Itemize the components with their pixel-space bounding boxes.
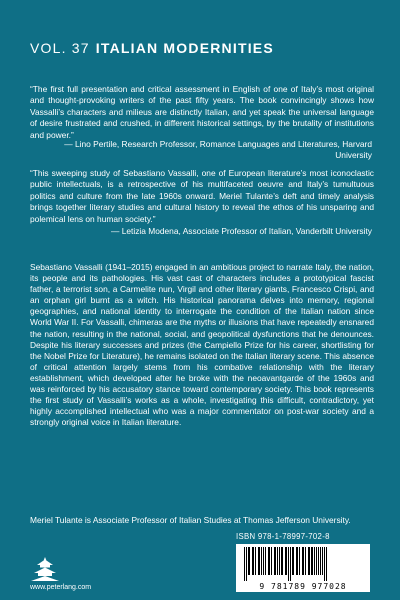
barcode-bar bbox=[279, 547, 280, 575]
barcode-bar bbox=[261, 547, 262, 575]
barcode-bar bbox=[322, 547, 323, 575]
barcode-bar bbox=[296, 547, 298, 575]
barcode-bar bbox=[246, 547, 247, 581]
barcode-bar bbox=[305, 547, 306, 575]
barcode-bar bbox=[252, 547, 254, 575]
barcode-bar bbox=[308, 547, 310, 575]
barcode-digits: 9 781789 977028 bbox=[259, 582, 347, 591]
barcode-bar bbox=[265, 547, 266, 575]
series-volume: VOL. 37 bbox=[30, 40, 90, 56]
endorsement-quote-2: “This sweeping study of Sebastiano Vassalli, one of European literature’s most iconoclastic public intellectuals, is a retrospective of his multifaceted oeuvre and Italy’s tumultuous politics and culture from the late 1960s onward. Meriel Tulante’s deft and timely analysis brings together literary studies and cultural history to reveal the ethos of his unsparing and polemical lens on human society.” bbox=[30, 168, 374, 224]
barcode-bar bbox=[299, 547, 300, 575]
barcode-bar bbox=[268, 547, 270, 575]
barcode-bar bbox=[316, 547, 317, 575]
book-description: Sebastiano Vassalli (1941–2015) engaged in an ambitious project to narrate Italy, the nation, its people and its pathologies. His vast cast of characters includes a prototypical fascist father, a terrorist son, a Carmelite nun, Virgil and other literary giants, Francesco Crispi, and an orphan girl burnt as a witch. His historical panorama delves into memory, regional geographies, and national identity to interrogate the condition of the Italian nation since World War II. For Vassalli, chimeras are the myths or illusions that have repeatedly ensnared the nation, resulting in the national, social, and geopolitical dysfunctions that he denounces. Despite his literary successes and prizes (the Campiello Prize for his career, shortlisting for the Nobel Prize for Literature), he remains isolated on the Italian literary scene. This absence of critical attention largely stems from his combative relationship with the literary establishment, which developed after he broke with the neoavantgarde of the 1960s and was reinforced by his accusatory stance toward contemporary society. This book represents the first study of Vassalli’s works as a whole, investigating this difficult, contradictory, yet highly accomplished intellectual who was a major commentator on post-war society and a strongly original voice in Italian literature. bbox=[30, 262, 374, 428]
isbn-barcode bbox=[236, 544, 370, 592]
barcode-bar bbox=[320, 547, 321, 575]
publisher-logo-icon bbox=[30, 556, 60, 582]
barcode-bar bbox=[326, 547, 327, 581]
barcode-bar bbox=[277, 547, 278, 575]
barcode-bar bbox=[255, 547, 256, 575]
endorsement-attribution-2: — Letizia Modena, Associate Professor of Italian, Vanderbilt University bbox=[111, 226, 372, 236]
barcode-bar bbox=[324, 547, 325, 581]
barcode-bar bbox=[244, 547, 245, 581]
barcode-bar bbox=[248, 547, 250, 575]
barcode-bar bbox=[285, 547, 287, 575]
barcode-bar bbox=[290, 547, 291, 581]
barcode-bar bbox=[281, 547, 283, 575]
barcode-bar bbox=[292, 547, 294, 575]
barcode-bar bbox=[263, 547, 264, 575]
barcode-bar bbox=[271, 547, 272, 575]
barcode-bar bbox=[318, 547, 319, 575]
barcode-bar bbox=[288, 547, 289, 581]
barcode-bar bbox=[311, 547, 313, 575]
endorsement-attribution-1: — Lino Pertile, Research Professor, Romance Languages and Literatures, Harvard University bbox=[64, 139, 372, 161]
barcode-bar bbox=[258, 547, 260, 575]
series-name: ITALIAN MODERNITIES bbox=[95, 40, 274, 56]
author-bio: Meriel Tulante is Associate Professor of Italian Studies at Thomas Jefferson University. bbox=[30, 515, 351, 525]
barcode-bar bbox=[274, 547, 276, 575]
barcode-bar bbox=[302, 547, 304, 575]
series-heading bbox=[30, 40, 274, 56]
barcode-bar bbox=[314, 547, 315, 575]
publisher-url[interactable]: www.peterlang.com bbox=[30, 584, 92, 591]
isbn-label: ISBN 978-1-78997-702-8 bbox=[236, 532, 330, 541]
endorsement-quote-1: “The first full presentation and critical assessment in English of one of Italy’s most original and thought-provoking writers of the past fifty years. The book convincingly shows how Vassalli’s characters and milieus are distinctly Italian, and yet speak the universal language of desire frustrated and crushed, in different historical settings, by the brutality of institutions and power.” bbox=[30, 84, 374, 140]
barcode-bars bbox=[236, 544, 370, 582]
